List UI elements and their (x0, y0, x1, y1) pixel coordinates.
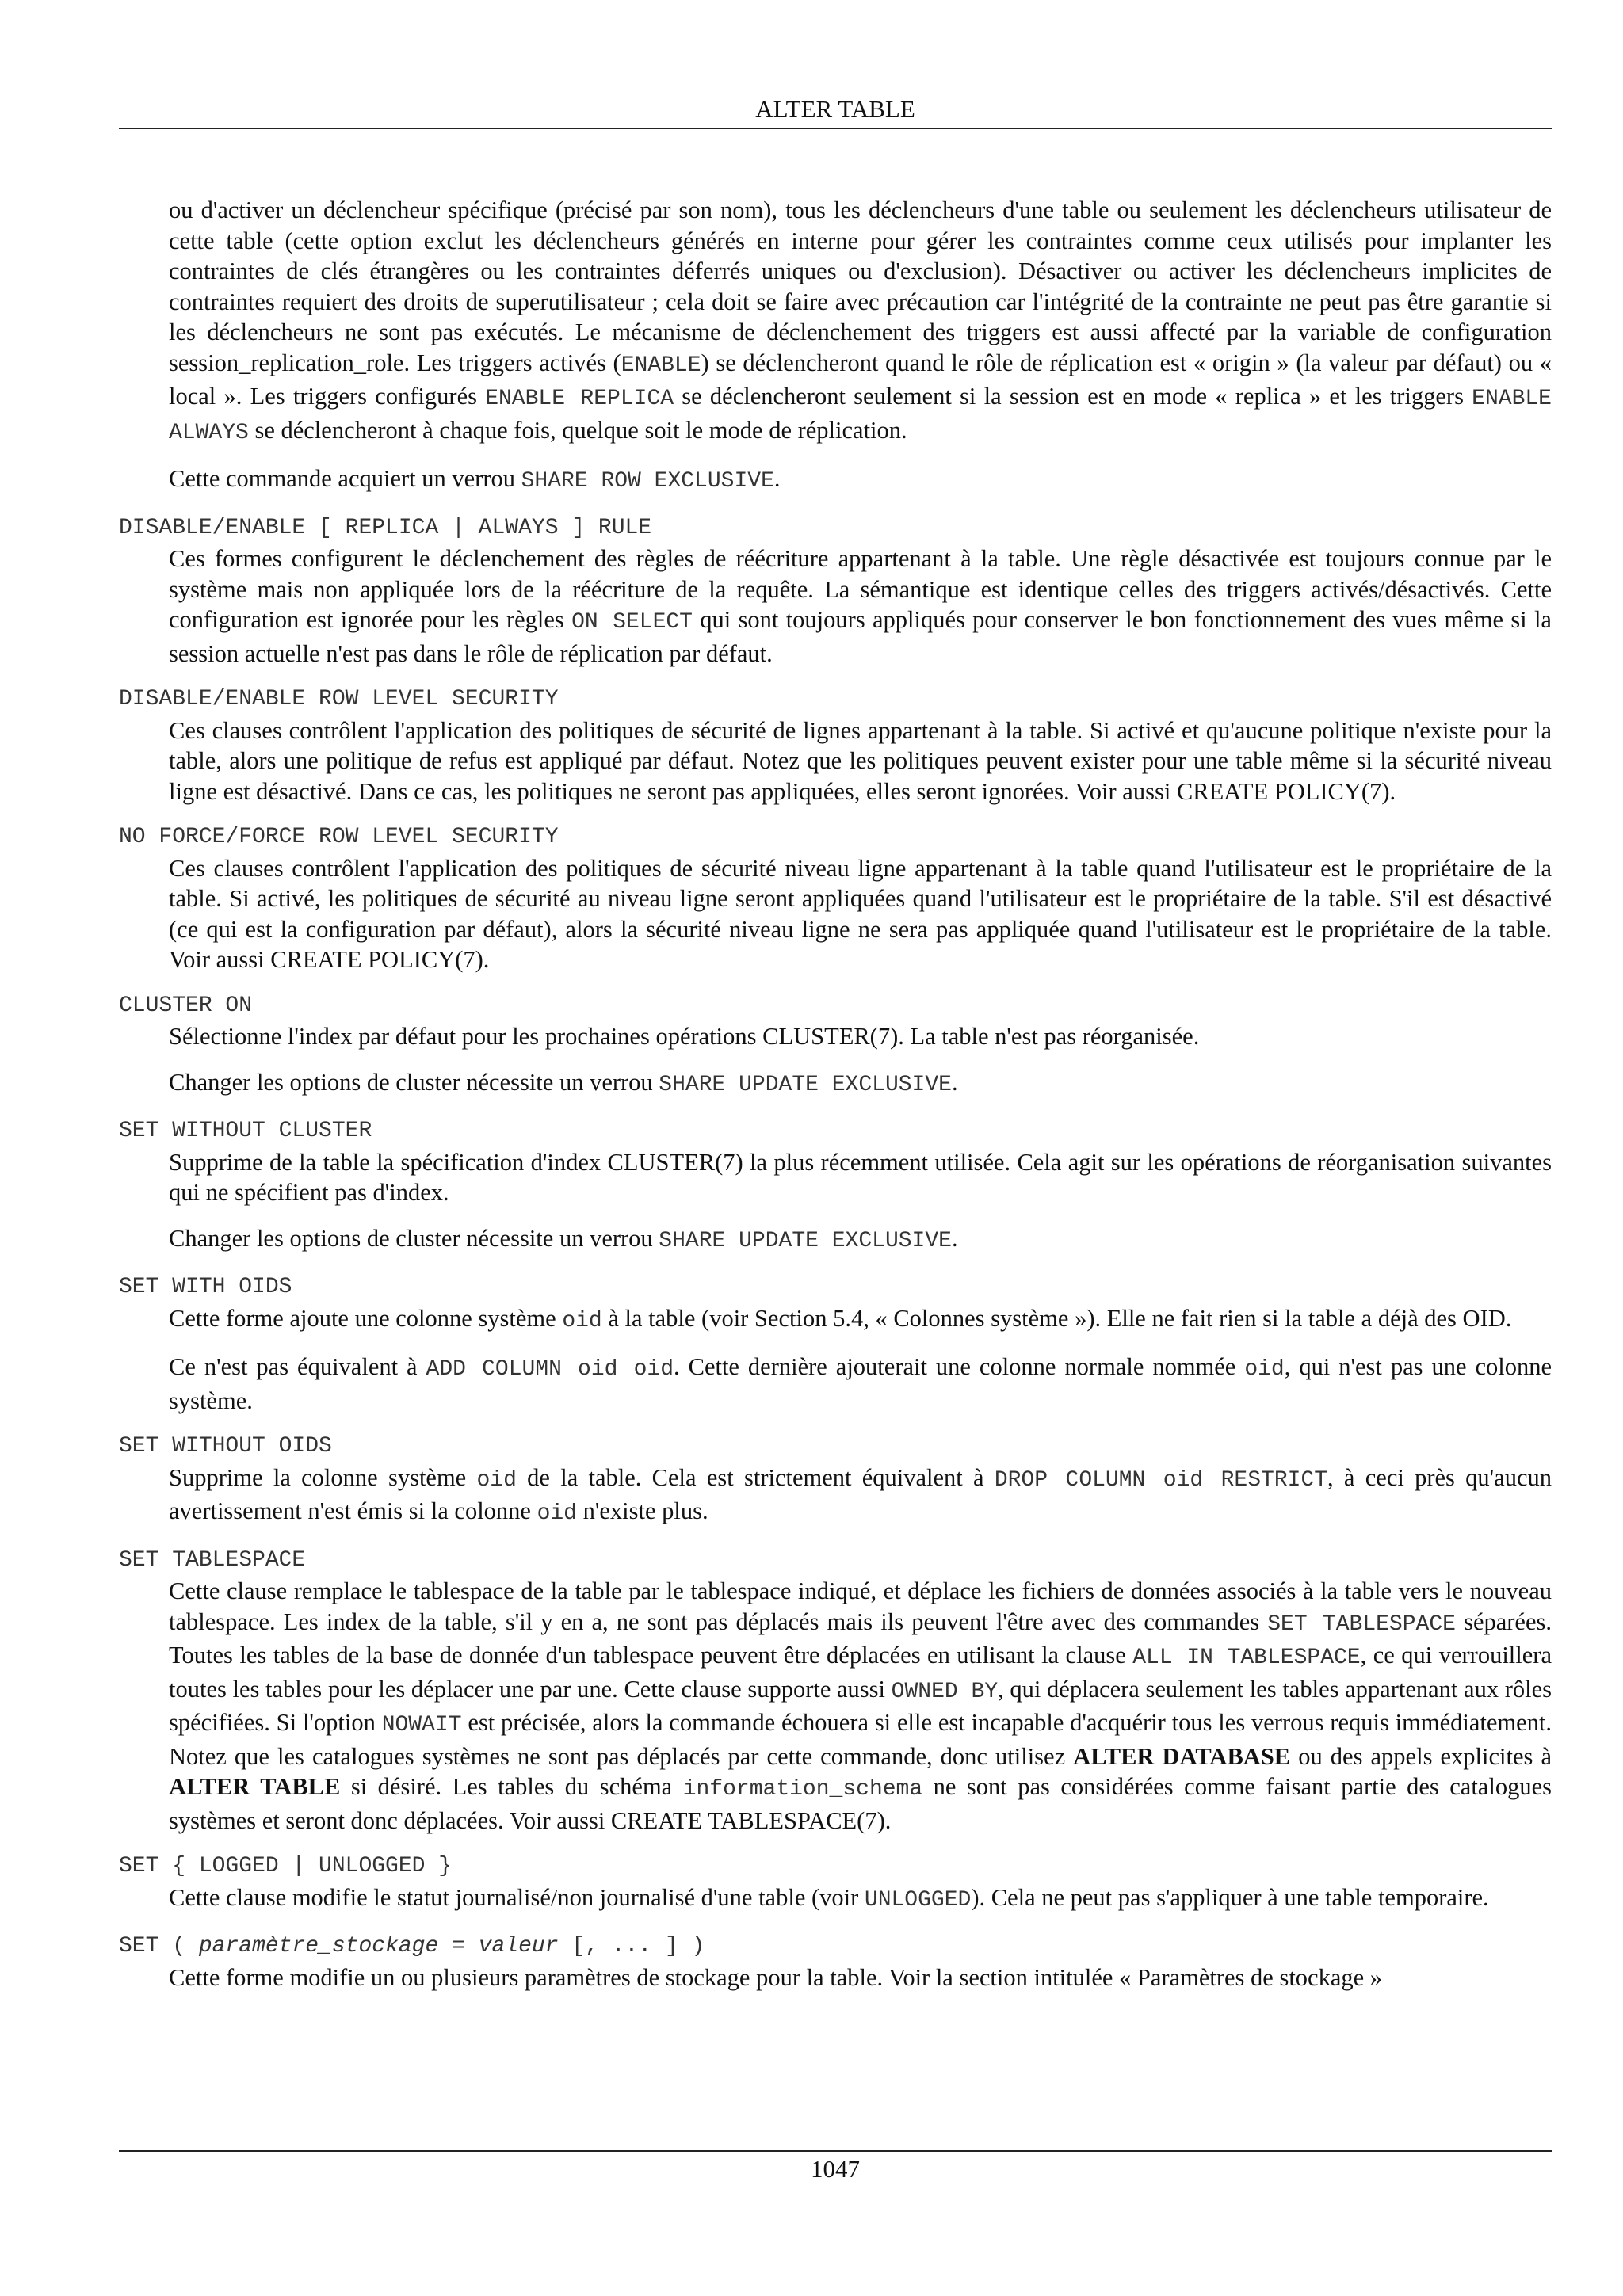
paragraph (169, 1067, 1552, 1101)
code-literal: SHARE ROW EXCLUSIVE (521, 469, 774, 494)
definition-set-with-oids (169, 1303, 1552, 1417)
paragraph (169, 1463, 1552, 1530)
text-run: séparées. Toutes les tables de la base de donnée d'un tablespace peuvent être déplacées en utilisant la clause (169, 1608, 1552, 1669)
paragraph: Ces clauses contrôlent l'application des politiques de sécurité de lignes appartenant à la table. Si activé et qu'aucune politique n'existe pour la table, alors une politique de refus est appliqué par défaut. Notez que les politiques peuvent exister pour une table même si la sécurité niveau ligne est désactivé. Dans ce cas, les politiques ne seront pas appliquées, elles seront ignorées. Voir aussi CREATE POLICY(7). (169, 716, 1552, 805)
text-run: Ce n'est pas équivalent à (169, 1353, 426, 1380)
paragraph (169, 1882, 1552, 1917)
text-run: SET ( (119, 1934, 199, 1958)
paragraph: Sélectionne l'index par défaut pour les prochaines opérations CLUSTER(7). La table n'est pas réorganisée. (169, 1023, 1200, 1050)
term-set-tablespace: SET TABLESPACE (119, 1547, 306, 1573)
paragraph: Ces clauses contrôlent l'application des politiques de sécurité niveau ligne appartenant à la table quand l'utilisateur est le propriétaire de la table. Si activé, les politiques de sécurité au niveau ligne seront appliquées quand l'utilisateur est le propriétaire de la table. S'il est désactivé (ce qui est la configuration par défaut), alors la sécurité niveau ligne ne sera pas appliquée quand l'utilisateur est le propriétaire de la table. Voir aussi CREATE POLICY(7). (169, 854, 1552, 973)
definition-rule (169, 543, 1552, 669)
definition-set-storage-parameter (169, 1962, 1552, 1993)
code-literal: oid (476, 1467, 517, 1493)
text-run: , ce qui verrouillera toutes les tables pour les déplacer une par une. Cette clause supporte aussi (169, 1642, 1552, 1703)
text-run: se déclencheront seulement si la session est en mode « replica » et les triggers (674, 383, 1472, 410)
text-run: Cette clause modifie le statut journalisé/non journalisé d'une table (voir (169, 1883, 865, 1911)
paragraph: Cette forme modifie un ou plusieurs paramètres de stockage pour la table. Voir la section intitulée « Paramètres de stockage » (169, 1963, 1383, 1991)
code-literal: DROP COLUMN oid RESTRICT (994, 1467, 1328, 1493)
code-literal: NOWAIT (381, 1713, 462, 1737)
text-run: Supprime la colonne système (169, 1463, 477, 1491)
code-literal: UNLOGGED (864, 1887, 972, 1913)
code-literal: ENABLE REPLICA (485, 387, 674, 411)
text-run: [, ... ] ) (558, 1934, 705, 1958)
text-run: . Cette dernière ajouterait une colonne normale nommée (674, 1353, 1245, 1380)
text-run: ). Cela ne peut pas s'appliquer à une table temporaire. (971, 1883, 1489, 1911)
paragraph: Supprime de la table la spécification d'index CLUSTER(7) la plus récemment utilisée. Cela agit sur les opérations de réorganisation suivantes qui ne spécifient pas d'index. (169, 1148, 1552, 1206)
paragraph (169, 1223, 1552, 1257)
text-run: = (438, 1934, 479, 1958)
text-run: , qui n'est pas une colonne système. (169, 1353, 1552, 1414)
text-run: est précisée, alors la commande échouera si elle est incapable d'acquérir tous les verrous requis immédiatement. Notez que les catalogues systèmes ne sont pas déplacés par cette commande, donc utilisez (169, 1709, 1552, 1770)
text-run: Cette clause remplace le tablespace de la table par le tablespace indiqué, et déplace les fichiers de données associés à la table vers le nouveau tablespace. Les index de la table, s'il y en a, ne sont pas déplacés mais ils peuvent l'être avec des commandes (169, 1577, 1552, 1635)
code-literal: ENABLE (621, 353, 701, 378)
text-run: Cette forme ajoute une colonne système (169, 1304, 563, 1332)
definition-cluster-on (169, 1021, 1552, 1100)
footer-rule (119, 2150, 1552, 2152)
code-literal: SET TABLESPACE (1267, 1611, 1456, 1637)
definition-row-level-security (169, 715, 1552, 807)
text-run: . (951, 1068, 958, 1096)
text-run: , qui déplacera seulement les tables appartenant aux rôles spécifiées. Si l'option (169, 1675, 1552, 1736)
term-set-without-cluster: SET WITHOUT CLUSTER (119, 1119, 372, 1143)
text-run: Changer les options de cluster nécessite un verrou (169, 1224, 659, 1252)
code-literal: ADD COLUMN oid oid (426, 1357, 674, 1382)
paragraph (169, 195, 1552, 448)
document-body (119, 195, 1552, 1993)
intro-block (169, 195, 1552, 498)
page-header-title: ALTER TABLE (755, 95, 915, 123)
bold-command: ALTER TABLE (169, 1773, 341, 1800)
code-literal: oid (1244, 1357, 1285, 1382)
page-number: 1047 (811, 2155, 860, 2183)
paragraph (169, 1303, 1552, 1337)
text-run: Cette commande acquiert un verrou (169, 465, 521, 492)
paragraph (169, 463, 1552, 498)
text-run: de la table. Cela est strictement équivalent à (516, 1463, 995, 1491)
text-run: . (951, 1224, 958, 1252)
text-run: n'existe plus. (577, 1497, 708, 1524)
term-set-without-oids: SET WITHOUT OIDS (119, 1434, 332, 1459)
text-run: Changer les options de cluster nécessite un verrou (169, 1068, 659, 1096)
text-run: ou des appels explicites à (1290, 1742, 1552, 1770)
paragraph (169, 1576, 1552, 1836)
term-row-level-security: DISABLE/ENABLE ROW LEVEL SECURITY (119, 687, 559, 711)
definition-force-row-level-security (169, 853, 1552, 975)
text-run: qui sont toujours appliqués pour conserver le bon fonctionnement des vues même si la session actuelle n'est pas dans le rôle de réplication par défaut. (169, 606, 1552, 667)
term-cluster-on: CLUSTER ON (119, 993, 253, 1018)
text-run: à la table (voir Section 5.4, « Colonnes système »). Elle ne fait rien si la table a déjà des OID. (601, 1304, 1512, 1332)
text-run: se déclencheront à chaque fois, quelque soit le mode de réplication. (248, 416, 907, 444)
paragraph (169, 543, 1552, 669)
term-placeholder: paramètre_stockage (198, 1934, 439, 1958)
code-literal: ON SELECT (571, 610, 693, 635)
definition-set-logged (169, 1882, 1552, 1917)
text-run: ) se déclencheront quand le rôle de réplication est « origin » (la valeur par défaut) ou « local ». Les triggers configurés (169, 349, 1552, 410)
term-placeholder: valeur (478, 1934, 559, 1958)
code-literal: OWNED BY (891, 1679, 999, 1704)
text-run: ne sont pas considérées comme faisant partie des catalogues systèmes et seront donc déplacées. Voir aussi CREATE TABLESPACE(7). (169, 1773, 1552, 1834)
header-rule (119, 128, 1552, 129)
text-run: Ces formes configurent le déclenchement des règles de réécriture appartenant à la table. Une règle désactivée est toujours connue par le système mais non appliquée lors de la réécriture de la requête. La sémantique est identique celles des triggers activés/désactivés. Cette configuration est ignorée pour les règles (169, 545, 1552, 633)
text-run: , à ceci près qu'aucun avertissement n'est émis si la colonne (169, 1463, 1552, 1524)
code-literal: oid (537, 1501, 577, 1526)
code-literal: oid (562, 1308, 602, 1333)
text-run: ou d'activer un déclencheur spécifique (précisé par son nom), tous les déclencheurs d'une table ou seulement les déclencheurs utilisateur de cette table (cette option exclut les déclencheurs générés en interne pour gérer les contraintes comme ceux utilisés pour implanter les contraintes de clés étrangères ou les contraintes déferrés uniques ou d'exclusion). Désactiver ou activer les déclencheurs implicites de contraintes requiert des droits de superutilisateur ; cela doit se faire avec précaution car l'intégrité de la contrainte ne peut pas être garantie si les déclencheurs ne sont pas exécutés. Le mécanisme de déclenchement des triggers est aussi affecté par la variable de configuration session_replication_role. Les triggers activés ( (169, 196, 1552, 376)
term-set-storage-parameter (119, 1932, 1552, 1962)
term-rule: DISABLE/ENABLE [ REPLICA | ALWAYS ] RULE (119, 515, 652, 540)
definition-set-tablespace (169, 1576, 1552, 1836)
code-literal: SHARE UPDATE EXCLUSIVE (659, 1228, 952, 1253)
text-run: si désiré. Les tables du schéma (340, 1773, 683, 1800)
definition-set-without-cluster (169, 1147, 1552, 1257)
term-set-logged: SET { LOGGED | UNLOGGED } (119, 1854, 453, 1878)
code-literal: information_schema (682, 1777, 923, 1802)
text-run: . (773, 465, 781, 492)
code-literal: ALL IN TABLESPACE (1132, 1646, 1361, 1670)
paragraph (169, 1352, 1552, 1416)
bold-command: ALTER DATABASE (1073, 1742, 1291, 1770)
code-literal: ENABLE ALWAYS (169, 387, 1552, 445)
term-set-with-oids: SET WITH OIDS (119, 1275, 292, 1299)
term-force-row-level-security: NO FORCE/FORCE ROW LEVEL SECURITY (119, 825, 559, 849)
code-literal: SHARE UPDATE EXCLUSIVE (659, 1072, 952, 1097)
definition-set-without-oids (169, 1463, 1552, 1530)
